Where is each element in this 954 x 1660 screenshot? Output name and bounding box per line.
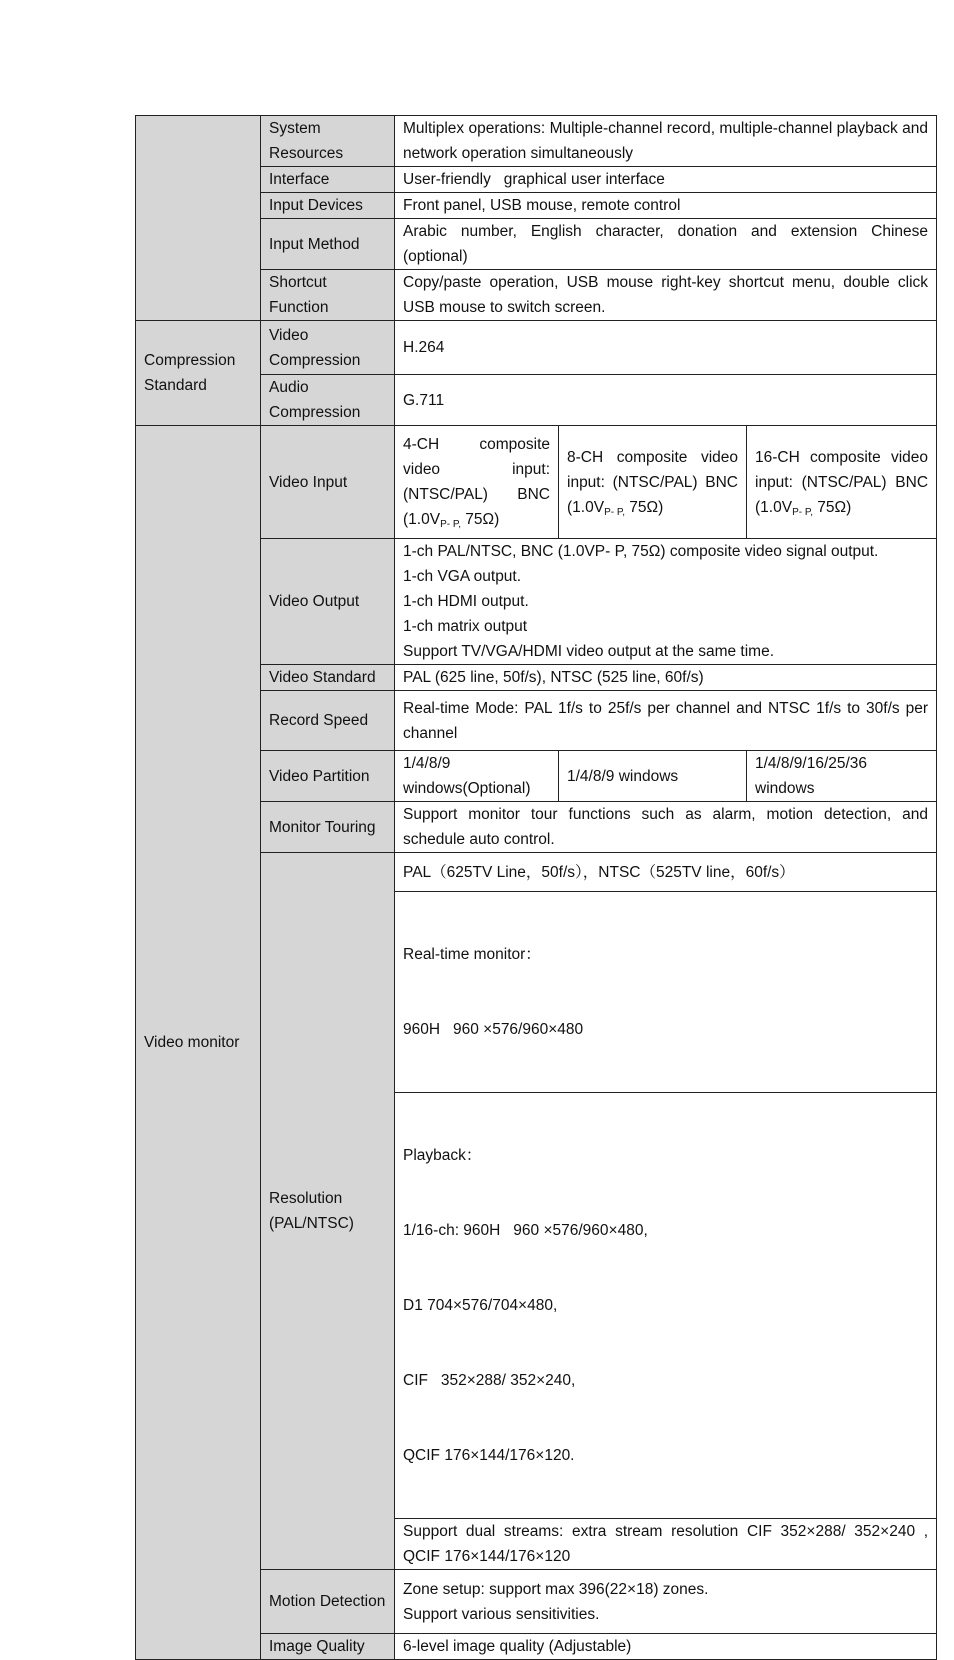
feature-value: H.264 xyxy=(395,321,937,375)
feature-label: Monitor Touring xyxy=(261,802,395,853)
table-row xyxy=(136,116,937,167)
category-label: Video monitor xyxy=(136,426,261,1660)
feature-value: G.711 xyxy=(395,375,937,426)
resolution-line: PAL（625TV Line，50f/s），NTSC（525TV line，60f/s） xyxy=(395,853,937,892)
feature-value: Zone setup: support max 396(22×18) zones. Support various sensitivities. xyxy=(395,1570,937,1634)
feature-label: Image Quality xyxy=(261,1634,395,1660)
feature-label: Video Standard xyxy=(261,665,395,691)
feature-value: User-friendly graphical user interface xyxy=(395,167,937,193)
spec-table xyxy=(135,115,937,1660)
video-input-cell: 16-CH composite video input: (NTSC/PAL) BNC ($1.0V_{P- P,}$ 75Ω) xyxy=(747,426,937,539)
feature-label: Video Partition xyxy=(261,751,395,802)
partition-cell: 1/4/8/9 windows(Optional) xyxy=(395,751,559,802)
table-row xyxy=(136,426,937,539)
category-label: Compression Standard xyxy=(136,321,261,426)
resolution-playback: Playback： 1/16-ch: 960H 960 ×576/960×480, D1 704×576/704×480, CIF 352×288/ 352×240, QCIF 176×144/176×120. xyxy=(395,1093,937,1519)
feature-label: Interface xyxy=(261,167,395,193)
feature-value: 6-level image quality (Adjustable) xyxy=(395,1634,937,1660)
feature-label: System Resources xyxy=(261,116,395,167)
feature-label: Video Input xyxy=(261,426,395,539)
feature-value: Real-time Mode: PAL 1f/s to 25f/s per channel and NTSC 1f/s to 30f/s per channel xyxy=(395,691,937,751)
feature-value: PAL (625 line, 50f/s), NTSC (525 line, 60f/s) xyxy=(395,665,937,691)
feature-value: Copy/paste operation, USB mouse right-key shortcut menu, double click USB mouse to switch screen. xyxy=(395,270,937,321)
resolution-dual: Support dual streams: extra stream resolution CIF 352×288/ 352×240 , QCIF 176×144/176×120 xyxy=(395,1519,937,1570)
feature-label: Video Output xyxy=(261,539,395,665)
table-row xyxy=(136,321,937,375)
video-input-cell: 4-CH composite video input: (NTSC/PAL) BNC ($1.0V_{P- P,}$ 75Ω) xyxy=(395,426,559,539)
feature-label: Motion Detection xyxy=(261,1570,395,1634)
video-input-cell: 8-CH composite video input: (NTSC/PAL) BNC ($1.0V_{P- P,}$ 75Ω) xyxy=(559,426,747,539)
feature-value: Arabic number, English character, donation and extension Chinese (optional) xyxy=(395,219,937,270)
feature-label: Video Compression xyxy=(261,321,395,375)
feature-label: Audio Compression xyxy=(261,375,395,426)
partition-cell: 1/4/8/9 windows xyxy=(559,751,747,802)
feature-value: 1-ch PAL/NTSC, BNC (1.0VP- P, 75Ω) composite video signal output. 1-ch VGA output. 1-ch HDMI output. 1-ch matrix output Support TV/VGA/HDMI video output at the same time. xyxy=(395,539,937,665)
feature-value: Support monitor tour functions such as alarm, motion detection, and schedule auto control. xyxy=(395,802,937,853)
feature-label: Record Speed xyxy=(261,691,395,751)
category-blank xyxy=(136,116,261,321)
partition-cell: 1/4/8/9/16/25/36 windows xyxy=(747,751,937,802)
resolution-realtime: Real-time monitor： 960H 960 ×576/960×480 xyxy=(395,892,937,1093)
feature-label: Shortcut Function xyxy=(261,270,395,321)
feature-value: Front panel, USB mouse, remote control xyxy=(395,193,937,219)
feature-label: Input Method xyxy=(261,219,395,270)
feature-label: Input Devices xyxy=(261,193,395,219)
feature-value: Multiplex operations: Multiple-channel record, multiple-channel playback and network operation simultaneously xyxy=(395,116,937,167)
feature-label: Resolution (PAL/NTSC) xyxy=(261,853,395,1570)
